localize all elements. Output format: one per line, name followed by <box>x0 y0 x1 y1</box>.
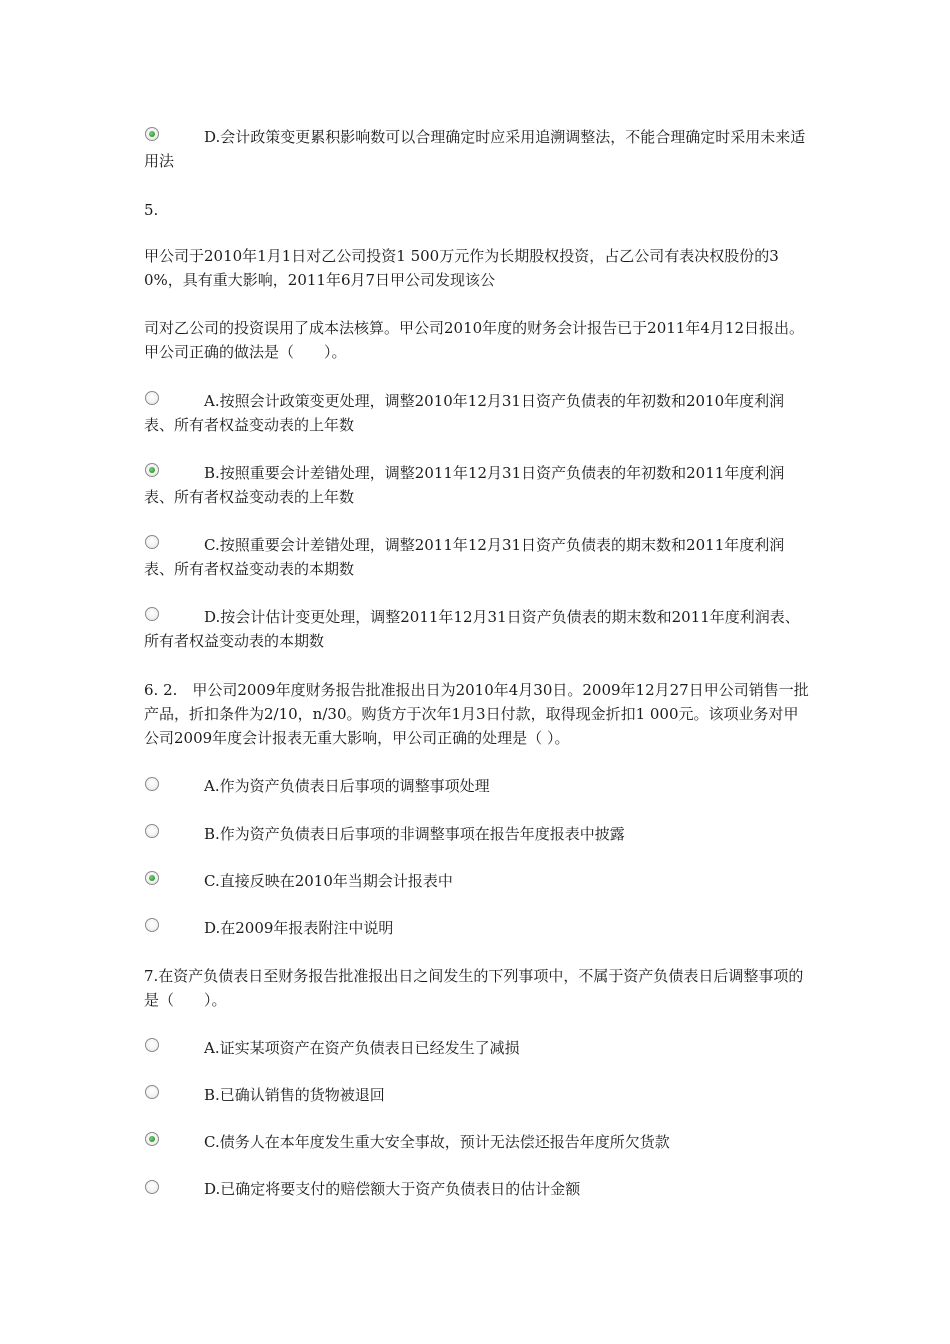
q7-option-b-text: B.已确认销售的货物被退回 <box>204 1086 385 1104</box>
q6-option-b-text: B.作为资产负债表日后事项的非调整事项在报告年度报表中披露 <box>204 825 625 843</box>
q4-option-d-text: D.会计政策变更累积影响数可以合理确定时应采用追溯调整法，不能合理确定时采用未来适用法 <box>144 128 806 170</box>
q5-option-d-text: D.按会计估计变更处理，调整2011年12月31日资产负债表的期末数和2011年度利润表、所有者权益变动表的本期数 <box>144 608 800 650</box>
q6-stem: 6. 2. 甲公司2009年度财务报告批准报出日为2010年4月30日。2009年12月27日甲公司销售一批产品，折扣条件为2/10，n/30。购货方于次年1月3日付款，取得现金折扣1 000元。该项业务对甲公司2009年度会计报表无重大影响，甲公司正确的处理是（ ）。 <box>144 681 809 747</box>
q7-option-d-text: D.已确定将要支付的赔偿额大于资产负债表日的估计金额 <box>204 1180 581 1198</box>
q5-stem-part1: 甲公司于2010年1月1日对乙公司投资1 500万元作为长期股权投资，占乙公司有表决权股份的30%，具有重大影响，2011年6月7日甲公司发现该公 <box>144 247 779 289</box>
q5-number: 5. <box>144 201 159 219</box>
q6-option-d-text: D.在2009年报表附注中说明 <box>204 919 394 937</box>
q7-option-a-text: A.证实某项资产在资产负债表日已经发生了减损 <box>204 1039 520 1057</box>
q5-stem-part2: 司对乙公司的投资误用了成本法核算。甲公司2010年度的财务会计报告已于2011年4月12日报出。甲公司正确的做法是（ ）。 <box>144 319 804 361</box>
q5-option-a-text: A.按照会计政策变更处理，调整2010年12月31日资产负债表的年初数和2010年度利润表、所有者权益变动表的上年数 <box>144 392 785 434</box>
q6-option-a-text: A.作为资产负债表日后事项的调整事项处理 <box>204 777 490 795</box>
q7-stem: 7.在资产负债表日至财务报告批准报出日之间发生的下列事项中，不属于资产负债表日后调整事项的是（ ）。 <box>144 967 804 1009</box>
q7-option-c-text: C.债务人在本年度发生重大安全事故，预计无法偿还报告年度所欠货款 <box>204 1133 670 1151</box>
q5-option-b-text: B.按照重要会计差错处理，调整2011年12月31日资产负债表的年初数和2011年度利润表、所有者权益变动表的上年数 <box>144 464 785 506</box>
q6-option-c-text: C.直接反映在2010年当期会计报表中 <box>204 872 453 890</box>
q5-option-c-text: C.按照重要会计差错处理，调整2011年12月31日资产负债表的期末数和2011年度利润表、所有者权益变动表的本期数 <box>144 536 785 578</box>
